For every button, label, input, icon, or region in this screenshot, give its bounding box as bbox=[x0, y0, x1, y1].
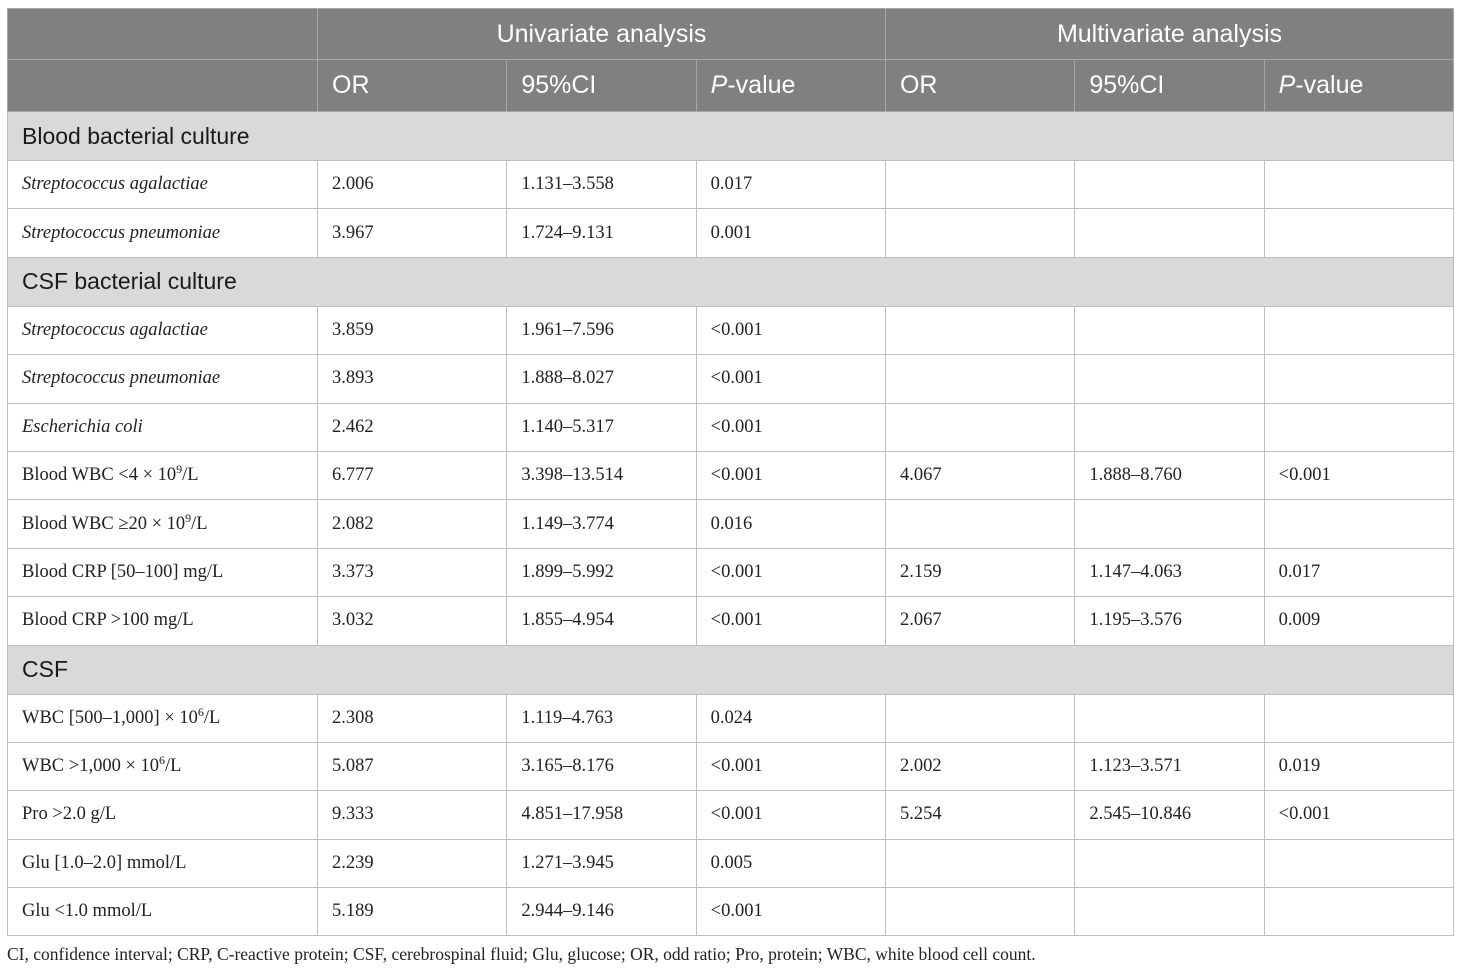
table-cell: 3.893 bbox=[318, 355, 507, 403]
table-cell: 2.545–10.846 bbox=[1075, 791, 1264, 839]
table-cell: 9.333 bbox=[318, 791, 507, 839]
table-cell bbox=[885, 694, 1074, 742]
table-cell bbox=[885, 403, 1074, 451]
group-header-row bbox=[8, 9, 1454, 60]
table-cell: <0.001 bbox=[696, 403, 885, 451]
table-row bbox=[8, 355, 1454, 403]
table-cell: <0.001 bbox=[696, 597, 885, 645]
table-cell: 1.140–5.317 bbox=[507, 403, 696, 451]
table-cell: <0.001 bbox=[696, 451, 885, 499]
table-cell bbox=[1075, 694, 1264, 742]
column-header: 95%CI bbox=[507, 60, 696, 112]
table-cell: <0.001 bbox=[1264, 791, 1453, 839]
table-cell bbox=[1264, 209, 1453, 257]
table-cell: 0.024 bbox=[696, 694, 885, 742]
table-cell bbox=[1264, 306, 1453, 354]
table-cell: 3.859 bbox=[318, 306, 507, 354]
table-header bbox=[8, 9, 1454, 112]
table-cell bbox=[1075, 306, 1264, 354]
row-label: Streptococcus pneumoniae bbox=[8, 209, 318, 257]
table-cell: 3.032 bbox=[318, 597, 507, 645]
row-label: Streptococcus agalactiae bbox=[8, 161, 318, 209]
table-cell: 1.855–4.954 bbox=[507, 597, 696, 645]
multivariate-group-header: Multivariate analysis bbox=[885, 9, 1453, 60]
table-cell: <0.001 bbox=[1264, 451, 1453, 499]
table-row bbox=[8, 403, 1454, 451]
univariate-group-header: Univariate analysis bbox=[318, 9, 886, 60]
table-cell: 3.165–8.176 bbox=[507, 742, 696, 790]
table-cell bbox=[1075, 403, 1264, 451]
section-label: CSF bacterial culture bbox=[8, 257, 1454, 306]
table-cell bbox=[1075, 839, 1264, 887]
table-cell: 6.777 bbox=[318, 451, 507, 499]
table-cell: 2.308 bbox=[318, 694, 507, 742]
table-cell: 3.967 bbox=[318, 209, 507, 257]
table-cell: <0.001 bbox=[696, 888, 885, 936]
table-cell bbox=[885, 355, 1074, 403]
row-label: Blood CRP [50–100] mg/L bbox=[8, 548, 318, 596]
table-row bbox=[8, 597, 1454, 645]
table-cell: 3.398–13.514 bbox=[507, 451, 696, 499]
table-cell: 1.147–4.063 bbox=[1075, 548, 1264, 596]
table-cell bbox=[1264, 355, 1453, 403]
table-cell: 2.159 bbox=[885, 548, 1074, 596]
table-cell: 5.087 bbox=[318, 742, 507, 790]
table-cell: 1.888–8.027 bbox=[507, 355, 696, 403]
table-cell: 1.899–5.992 bbox=[507, 548, 696, 596]
table-cell: 4.851–17.958 bbox=[507, 791, 696, 839]
table-cell: 0.017 bbox=[1264, 548, 1453, 596]
table-cell: 2.006 bbox=[318, 161, 507, 209]
table-cell: 2.067 bbox=[885, 597, 1074, 645]
table-cell: 1.149–3.774 bbox=[507, 500, 696, 548]
table-row bbox=[8, 548, 1454, 596]
table-row bbox=[8, 500, 1454, 548]
table-footnote: CI, confidence interval; CRP, C-reactive protein; CSF, cerebrospinal fluid; Glu, glucose; OR, odd ratio; Pro, protein; WBC, white blood cell count. bbox=[7, 944, 1036, 964]
table-cell: 5.254 bbox=[885, 791, 1074, 839]
table-cell: <0.001 bbox=[696, 548, 885, 596]
table-cell bbox=[1264, 694, 1453, 742]
section-header-row bbox=[8, 645, 1454, 694]
column-header: P-value bbox=[696, 60, 885, 112]
table-cell bbox=[1264, 500, 1453, 548]
row-label: Escherichia coli bbox=[8, 403, 318, 451]
table-row bbox=[8, 839, 1454, 887]
table-cell: 0.016 bbox=[696, 500, 885, 548]
row-label: Streptococcus agalactiae bbox=[8, 306, 318, 354]
table-row bbox=[8, 209, 1454, 257]
row-label: Streptococcus pneumoniae bbox=[8, 355, 318, 403]
table-cell: 2.082 bbox=[318, 500, 507, 548]
row-label: Blood WBC $\ge 20 \times 10^9/L$ bbox=[8, 500, 318, 548]
row-label: Glu [1.0–2.0] mmol/L bbox=[8, 839, 318, 887]
table-cell bbox=[885, 161, 1074, 209]
table-cell: 1.888–8.760 bbox=[1075, 451, 1264, 499]
table-cell: 0.019 bbox=[1264, 742, 1453, 790]
corner-cell bbox=[8, 60, 318, 112]
table-cell bbox=[885, 306, 1074, 354]
corner-cell bbox=[8, 9, 318, 60]
row-label: WBC $>1,000 \times 10^6/L$ bbox=[8, 742, 318, 790]
table-cell: <0.001 bbox=[696, 355, 885, 403]
table-cell bbox=[1075, 161, 1264, 209]
column-header: OR bbox=[318, 60, 507, 112]
table-row bbox=[8, 791, 1454, 839]
table-cell: 0.001 bbox=[696, 209, 885, 257]
section-label: CSF bbox=[8, 645, 1454, 694]
column-header: OR bbox=[885, 60, 1074, 112]
column-header: 95%CI bbox=[1075, 60, 1264, 112]
table-cell: <0.001 bbox=[696, 791, 885, 839]
table-row bbox=[8, 451, 1454, 499]
table-cell: 0.009 bbox=[1264, 597, 1453, 645]
table-cell bbox=[885, 500, 1074, 548]
table-cell bbox=[885, 888, 1074, 936]
table-cell bbox=[1264, 839, 1453, 887]
table-cell: 5.189 bbox=[318, 888, 507, 936]
table-cell: 1.724–9.131 bbox=[507, 209, 696, 257]
table-cell: 1.131–3.558 bbox=[507, 161, 696, 209]
table-cell: 2.462 bbox=[318, 403, 507, 451]
table-body bbox=[8, 112, 1454, 936]
row-label: Glu <1.0 mmol/L bbox=[8, 888, 318, 936]
table-cell bbox=[1075, 888, 1264, 936]
results-table bbox=[7, 8, 1454, 936]
row-label: WBC $[500-1,000] \times 10^6/L$ bbox=[8, 694, 318, 742]
table-cell: <0.001 bbox=[696, 742, 885, 790]
table-cell: 3.373 bbox=[318, 548, 507, 596]
section-header-row bbox=[8, 257, 1454, 306]
row-label: Blood CRP >100 mg/L bbox=[8, 597, 318, 645]
table-cell bbox=[1264, 161, 1453, 209]
row-label: Blood WBC $<4 \times 10^9/L$ bbox=[8, 451, 318, 499]
table-row bbox=[8, 306, 1454, 354]
table-cell bbox=[1075, 209, 1264, 257]
section-header-row bbox=[8, 112, 1454, 161]
table-row bbox=[8, 888, 1454, 936]
table-cell bbox=[885, 209, 1074, 257]
table-cell: 0.005 bbox=[696, 839, 885, 887]
table-cell: <0.001 bbox=[696, 306, 885, 354]
row-label: Pro >2.0 g/L bbox=[8, 791, 318, 839]
table-cell bbox=[1264, 888, 1453, 936]
section-label: Blood bacterial culture bbox=[8, 112, 1454, 161]
table-row bbox=[8, 161, 1454, 209]
table-cell: 1.195–3.576 bbox=[1075, 597, 1264, 645]
table-cell: 2.002 bbox=[885, 742, 1074, 790]
table-cell: 1.123–3.571 bbox=[1075, 742, 1264, 790]
table-cell: 1.119–4.763 bbox=[507, 694, 696, 742]
table-cell: 2.944–9.146 bbox=[507, 888, 696, 936]
table-cell bbox=[1264, 403, 1453, 451]
column-header: P-value bbox=[1264, 60, 1453, 112]
column-header-row bbox=[8, 60, 1454, 112]
table-row bbox=[8, 694, 1454, 742]
table-cell: 1.961–7.596 bbox=[507, 306, 696, 354]
table-cell: 0.017 bbox=[696, 161, 885, 209]
table-row bbox=[8, 742, 1454, 790]
table-cell bbox=[885, 839, 1074, 887]
table-cell: 2.239 bbox=[318, 839, 507, 887]
table-cell bbox=[1075, 500, 1264, 548]
table-cell bbox=[1075, 355, 1264, 403]
table-cell: 1.271–3.945 bbox=[507, 839, 696, 887]
table-cell: 4.067 bbox=[885, 451, 1074, 499]
